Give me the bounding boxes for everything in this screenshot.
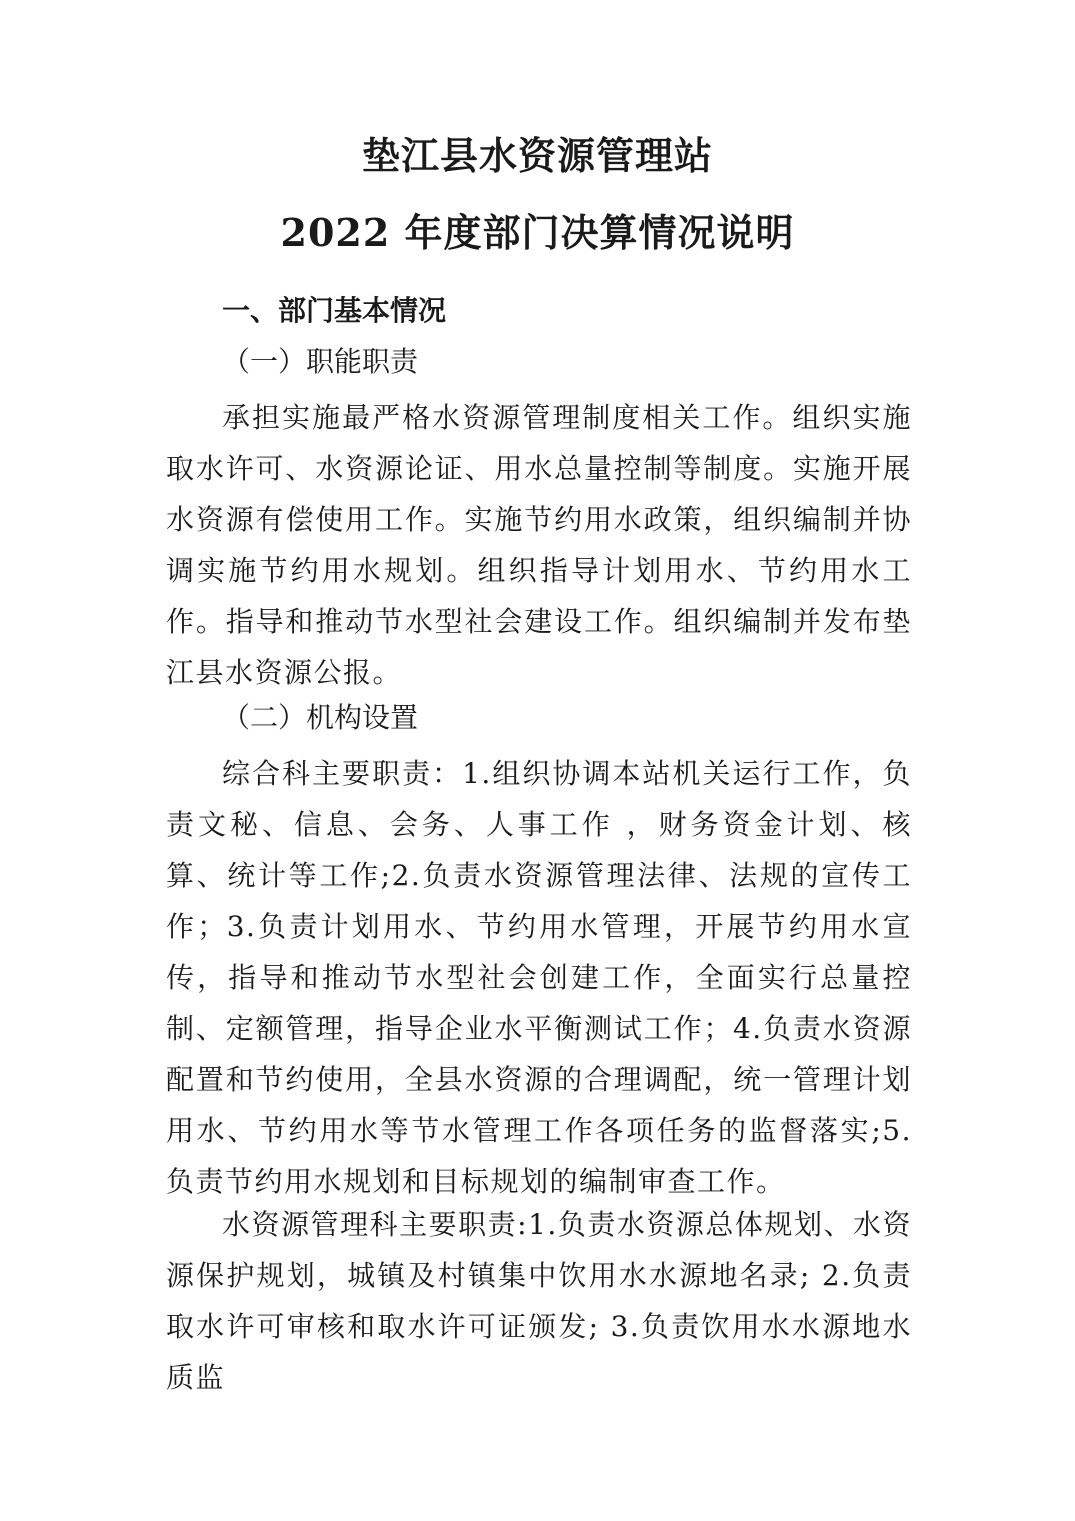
subsection-heading-duties: （一）职能职责 xyxy=(222,345,419,378)
water-resources-section-paragraph: 水资源管理科主要职责:1.负责水资源总体规划、水资源保护规划，城镇及村镇集中饮用水水源地名录; 2.负责取水许可审核和取水许可证颁发; 3.负责饮用水水源地水质监 xyxy=(166,1208,912,1394)
document-subtitle: 2022 年度部门决算情况说明 xyxy=(280,210,795,255)
duties-paragraph: 承担实施最严格水资源管理制度相关工作。组织实施取水许可、水资源论证、用水总量控制等制度。实施开展水资源有偿使用工作。实施节约用水政策，组织编制并协调实施节约用水规划。组织指导计划用水、节约用水工作。指导和推动节水型社会建设工作。组织编制并发布垫江县水资源公报。 xyxy=(166,401,912,689)
section-heading: 一、部门基本情况 xyxy=(222,294,447,327)
general-office-paragraph: 综合科主要职责：1.组织协调本站机关运行工作，负责文秘、信息、会务、人事工作 ，财务资金计划、核算、统计等工作;2.负责水资源管理法律、法规的宣传工作；3.负责计划用水、节约用水管理，开展节约用水宣传，指导和推动节水型社会创建工作，全面实行总量控制、定额管理，指导企业水平衡测试工作；4.负责水资源配置和节约使用，全县水资源的合理调配，统一管理计划用水、节约用水等节水管理工作各项任务的监督落实;5.负责节约用水规划和目标规划的编制审查工作。 xyxy=(166,757,912,1198)
subsection-heading-organization: （二）机构设置 xyxy=(222,701,419,734)
document-title: 垫江县水资源管理站 xyxy=(361,133,713,178)
